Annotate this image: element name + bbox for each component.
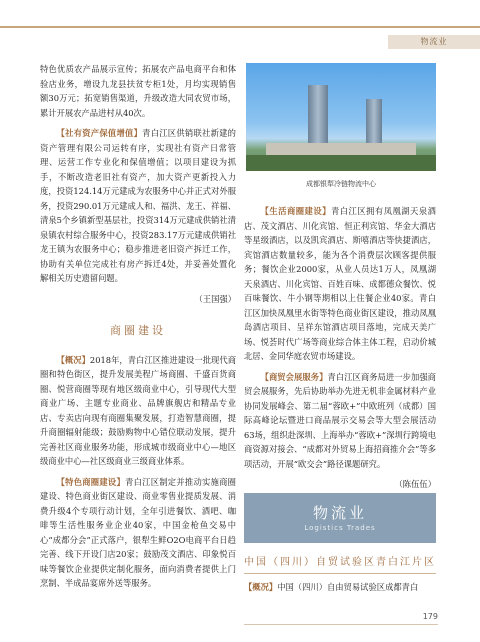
intro-paragraph: 特色优质农产品展示宣传；拓展农产品电商平台和体验店业务，增设九龙县扶贫专柜1处，月均实现销售额30万元；拓宽销售渠道，升级改造大同农贸市场，累计开展农产品进村从40次。 <box>40 64 236 118</box>
overview-tag: 【概况】 <box>56 354 90 365</box>
logistics-center-photo <box>246 63 436 171</box>
logistics-subtitle: Logistics Trades <box>304 524 376 532</box>
left-column <box>40 62 236 597</box>
section-title-shangquan: 商圈建设 <box>110 324 166 337</box>
author-credit: （王国强） <box>194 293 236 304</box>
tree-line <box>246 155 436 171</box>
logistics-banner <box>244 493 436 543</box>
zone-text: 中国（四川）自由贸易试验区成都青白 <box>277 582 419 592</box>
zone-tag: 【概况】 <box>244 582 278 592</box>
overview-paragraph <box>40 353 236 469</box>
footer-rule <box>244 624 438 625</box>
section-label: 物流业 <box>388 35 480 49</box>
page-number: 179 <box>422 612 438 621</box>
overview-text: 2018年，青白江区推进建设一批现代商圈和特色街区，提升发展美程广场商圈、千盛百货商圈、悦营商圈等现有地区级商业中心，引导现代大型商业广场、主题专业商业、品牌旗舰店和精品专业店、专卖店向现有商圈集聚发展，打造智慧商圈，提升商圈辐射能级；鼓励购物中心错位联动发展，提升完善社区商业服务功能，形成城市级商业中心—地区级商业中心—社区级商业三级商业体系。 <box>40 354 236 466</box>
expo-text: 青白江区商务局进一步加强商贸会展服务，先后协助举办先进无机非金属材料产业协同发展峰会、第二届“蓉欧+”中欧班列（成都）国际高峰论坛暨进口商品展示交易会等大型会展活动63场，组织赴深圳、上海举办“蓉欧+”深圳行跨境电商资源对接会、“成都对外贸易上海招商推介会”等多项活动，开展“欧交会”路径课题研究。 <box>244 371 436 469</box>
coop-assets-tag: 【社有资产保值增值】 <box>56 128 143 138</box>
author-credit: （陈伍伍） <box>394 479 436 489</box>
right-column <box>244 204 436 498</box>
expo-tag: 【商贸会展服务】 <box>260 371 328 382</box>
life-text: 青白江区拥有凤凰湖天泉酒店、茂文酒店、川化宾馆、恒正利宾馆、华金大酒店等星级酒店，以及凯宾酒店、斯嘻酒店等快捷酒店，宾馆酒店数量较多，能为各个消费层次顾客提供服务；餐饮企业2000家，从业人员达1万人，凤凰湖天泉酒店、川化宾馆、百姓百味、成都德众餐饮、悦百味餐饮、牛小钢等期相以上住餐企业40家。青白江区加快凤凰里水街等特色商业街区建设，推动凤凰岛酒店项目、呈祥东馆酒店项目落地，完成天美广场、悦荟时代广场等商业综合体主体工程，启动价城北居、金同华庭农贸市场建设。 <box>244 206 436 361</box>
photo-caption: 成都银犁冷链物流中心 <box>306 180 376 188</box>
zone-paragraph <box>244 580 436 594</box>
street-paragraph <box>40 475 236 591</box>
coop-assets-paragraph <box>40 126 236 286</box>
header-rule <box>0 26 480 28</box>
logistics-title: 物流业 <box>312 504 367 522</box>
zone-title: 中国（四川）自贸试验区青白江片区 <box>244 557 436 568</box>
life-paragraph <box>244 204 436 364</box>
coop-assets-text: 青白江区供销联社新建的资产管理有限公司运转有序，实现社有资产日常管理、运营工作专业化和保值增值；以项目建设为抓手，不断改造老旧社有资产，加大资产更新投入力度，投资124.14万元建成为农服务中心并正式对外服务，投资290.01万元建成人和、福洪、龙王、祥福、清泉5个乡镇新型基层社，投资314万元建成供销社清泉镇农村综合服务中心，投资283.17万元建成供销社龙王镇为农服务中心；稳步推进老旧资产拆迁工作，协助有关单位完成社有房产拆迁4处，并妥善处置化解相关历史遗留问题。 <box>40 128 236 283</box>
street-text: 青白江区制定并推动实施商圈建设、特色商业街区建设、商业零售业提质发展、消费升级4个专项行动计划，全年引进餐饮、酒吧、咖啡等生活性服务业企业40家，中国金枪鱼交易中心“成都分会”正式落户，银犁生鲜O2O电商平台日趋完善、线下开设门店20家；鼓励茂文酒店、印象悦百味等餐饮企业提供定制化服务，面向消费者提供上门烹制、半成品宴席外送等服务。 <box>40 476 236 588</box>
zone-divider <box>244 573 436 574</box>
expo-paragraph <box>244 370 436 472</box>
life-tag: 【生活商圈建设】 <box>260 206 331 216</box>
street-tag: 【特色商圈建设】 <box>56 476 126 487</box>
